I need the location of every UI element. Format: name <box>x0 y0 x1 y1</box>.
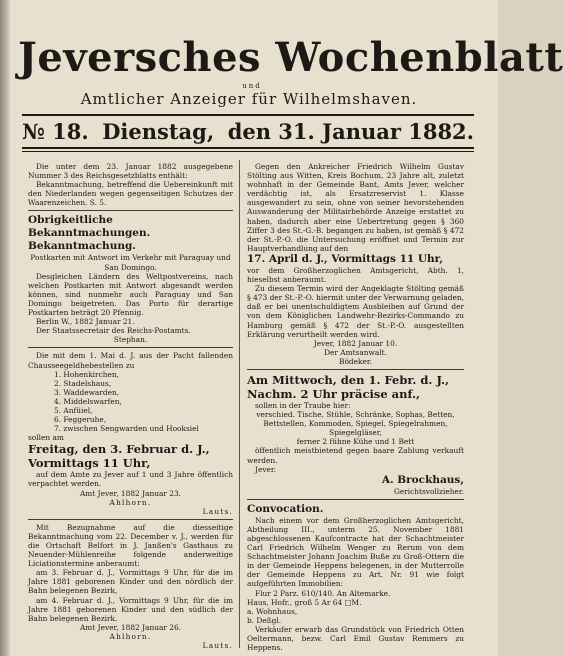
issue-date-bar <box>22 119 474 144</box>
text-line: Obrigkeitliche Bekanntmachungen. <box>28 214 151 240</box>
text-line: Berlin W., 1882 Januar 21. <box>36 317 135 327</box>
text-line: A. Brockhaus, <box>381 473 464 486</box>
text-line: ferner 2 fühne Kühe und 1 Bett <box>296 437 415 447</box>
text-line: Nach einem vor dem Großherzoglichen Amtsgericht, Abtheilung III., unterm 25. November 1881 abgeschlossenen Kaufcontracte hat der Schachtmeister Carl Friedrich Wilhelm Wenger zu Rerum von dem Schachtmeister Johann Joachim Buße zu Groß-Ottern die in der Gemeinde Heppens belegenen, in der Mutterrolle der Gemeinde Heppens zu Art. Nr. 91 wie folgt aufgeführten Immobilien: <box>247 515 464 589</box>
text-line: Postkarten mit Antwort im Verkehr mit Paraguay und San Domingo. <box>30 253 231 272</box>
text-line: Bekanntmachung. <box>28 240 136 253</box>
section-divider <box>28 210 233 211</box>
text-line: Die unter dem 23. Januar 1882 ausgegebene Nummer 3 des Reichsgesetzblatts enthält: <box>28 162 233 181</box>
section-divider <box>28 347 233 348</box>
text-line: Amt Jever, 1882 Januar 26. <box>79 622 182 632</box>
text-line: sollen am <box>28 433 64 443</box>
issue-date: den 31. Januar 1882. <box>227 119 474 144</box>
text-line: Jever. <box>255 464 276 474</box>
text-line: Jever, 1882 Januar 10. <box>313 338 398 348</box>
text-line: Der Staatssecretair des Reichs-Postamts. <box>36 326 191 336</box>
list-item: 5. Anfüiel, <box>54 405 93 415</box>
text-line: Bekanntmachung, betreffend die Uebereinkunft mit den Niederlanden wegen gegenseitigen Schutzes der Waarenzeichen. S. 5. <box>28 180 233 208</box>
text-line: Nachm. 2 Uhr präcise anf., <box>247 386 421 401</box>
text-line: Verkäufer erwarb das Grundstück von Friedrich Otten Oeltermann, bezw. Carl Emil Gustav Remmers zu Heppens. <box>247 624 464 653</box>
left-column <box>28 162 233 651</box>
text-line: Lauts. <box>202 641 233 651</box>
newspaper-subtitle: Amtlicher Anzeiger für Wilhelmshaven. <box>80 90 418 108</box>
issue-number: № 18. <box>22 119 89 144</box>
text-line: a. Wohnhaus, <box>247 606 298 616</box>
text-line: Flur 2 Parz. 610/140. An Altemarke. <box>255 588 391 598</box>
text-line: Bödeker. <box>339 356 372 366</box>
masthead-rule-top <box>22 114 474 116</box>
newspaper-title: Jeversches Wochenblatt <box>18 34 563 81</box>
section-divider <box>28 519 233 520</box>
text-line: öffentlich meistbietend gegen baare Zahlung verkauft werden. <box>247 446 464 465</box>
text-line: Stephan. <box>113 335 148 345</box>
list-item: 3. Waddewarden, <box>54 387 120 397</box>
text-line: vor dem Großherzoglichen Amtsgericht, Abth. 1, hieselbst anberaumt. <box>247 265 464 285</box>
text-line: Convocation. <box>247 502 324 515</box>
book-spine <box>0 0 10 656</box>
text-line: Lauts. <box>202 506 233 516</box>
text-line: Freitag, den 3. Februar d. J., <box>28 442 210 457</box>
text-line: Vormittags 11 Uhr, <box>28 456 151 471</box>
right-column <box>247 162 464 653</box>
text-line: auf dem Amte zu Jever auf 1 und 3 Jahre öffentlich verpachtet werden. <box>28 470 233 489</box>
list-item: 2. Stadelshaus, <box>54 378 112 388</box>
text-line: am 3. Februar d. J., Vormittags 9 Uhr, für die im Jahre 1881 geborenen Kinder und den nördlich der Bahn belegenen Bezirk, <box>28 568 233 596</box>
text-line: Amt Jever, 1882 Januar 23. <box>79 488 182 498</box>
list-item: 4. Middelswarfen, <box>54 396 122 406</box>
text-line: Desgleichen Ländern des Weltpostvereins, nach welchen Postkarten mit Antwort abgesandt werden können, sind nunmehr auch Paraguay und San Domingo beigetreten. Das Porto für derartige Postkarten beträgt 20 Pfennig. <box>28 271 233 318</box>
text-line: Haus, Hofr., groß 5 Ar 64 □M. <box>247 597 362 607</box>
text-line: Gerichtsvollzieher. <box>393 486 464 496</box>
list-item: 1. Hohenkirchen, <box>54 369 119 379</box>
column-separator <box>239 160 240 648</box>
text-line: verschied. Tische, Stühle, Schränke, Sophas, Betten, Bettstellen, Kommoden, Spiegel, Spiegelrahmen, Spiegelgläser, <box>256 410 455 438</box>
text-line: Zu diesem Termin wird der Angeklagte Stölting gemäß § 473 der St.-P.-O. hiermit unter der Verwarnung geladen, daß er bei unentschuldigtem Ausbleiben auf Grund der von dem Königlichen Landwehr-Bezirks-Commando zu Hamburg gemäß § 472 der St.-P.-O. ausgestellten Erklärung verurtheilt werden wird. <box>247 284 464 339</box>
text-line: Der Amtsanwalt. <box>324 347 387 357</box>
text-line: am 4. Februar d. J., Vormittags 9 Uhr, für die im Jahre 1881 geborenen Kinder und den südlich der Bahn belegenen Bezirk. <box>28 595 233 623</box>
text-line: 17. April d. J., Vormittags 11 Uhr, <box>247 252 444 265</box>
list-item: 6. Feggeruhe, <box>54 415 107 425</box>
masthead-rule-bottom <box>22 147 474 149</box>
title-und: und <box>242 82 262 90</box>
text-line: Ahlhorn. <box>109 497 152 507</box>
text-line: Mit Bezugnahme auf die diesseitige Bekanntmachung vom 22. December v. J., werden für die Ortschaft Belfort in J. Janßen's Gasthaus zu Neuender-Mühlenreihe folgende anderweitige Liciationstermine anberaumt: <box>28 522 233 569</box>
text-line: Ahlhorn. <box>109 631 152 641</box>
masthead-rule-thin <box>22 151 474 152</box>
section-divider <box>247 499 464 500</box>
issue-day: Dienstag, <box>102 119 215 144</box>
text-line: b. Deßgl. <box>247 615 282 625</box>
section-divider <box>247 369 464 370</box>
text-line: Die mit dem 1. Mai d. J. aus der Pacht fallenden Chausseegeldhebestellen zu <box>28 351 233 370</box>
text-line: Gegen den Ankreicher Friedrich Wilhelm Gustav Stölting aus Witten, Kreis Bochum, 23 Jahre alt, zuletzt wohnhaft in der Gemeinde Bant, Amts Jever, welcher verdächtig ist, als Ersatzreservist 1. Klasse ausgewandert zu sein, ohne von seiner bevorstehenden Auswanderung der Militairbehörde Anzeige erstattet zu haben, dadurch aber eine Uebertretung gegen § 360 Ziffer 3 des St.-G.-B. begangen zu haben, ist gemäß § 472 der St.-P.-O. die Untersuchung eröffnet und Termin zur Hauptverhandlung auf den <box>247 162 464 253</box>
list-item: 7. zwischen Sengwarden und Hooksiel <box>54 424 199 434</box>
text-line: Am Mittwoch, den 1. Febr. d. J., <box>247 372 449 387</box>
text-line: sollen in der Traube hier: <box>255 400 351 410</box>
